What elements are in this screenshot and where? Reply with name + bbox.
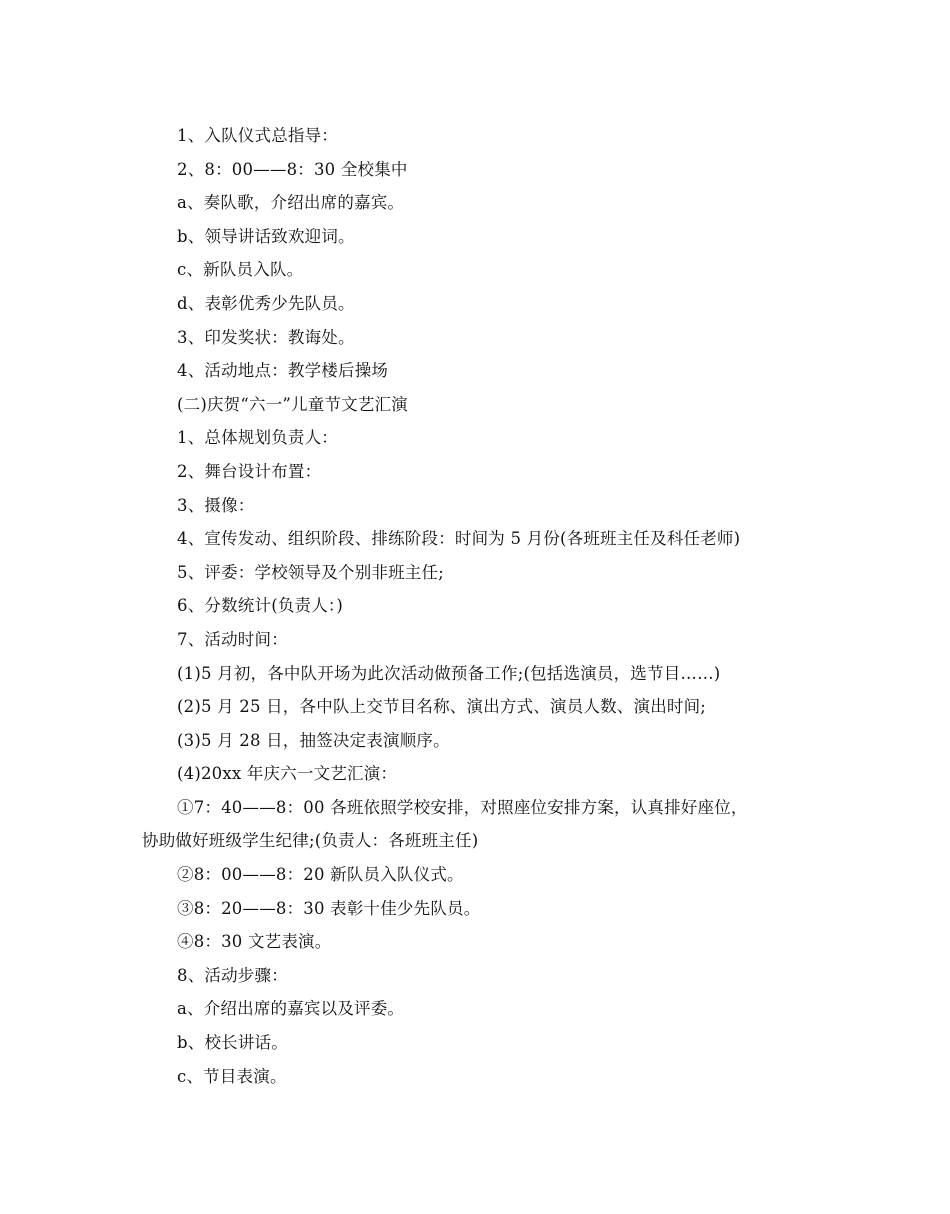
text-line: 4、活动地点：教学楼后操场 (177, 361, 389, 381)
text-line: (1)5 月初，各中队开场为此次活动做预备工作;(包括选演员，选节目……) (177, 663, 721, 683)
text-line: (2)5 月 25 日，各中队上交节目名称、演出方式、演员人数、演出时间; (177, 697, 707, 717)
text-line: 6、分数统计(负责人：) (177, 596, 344, 616)
text-line: b、校长讲话。 (177, 1033, 288, 1053)
text-line: 2、8：00——8：30 全校集中 (177, 159, 408, 179)
text-line: c、新队员入队。 (177, 260, 304, 280)
text-line: a、奏队歌，介绍出席的嘉宾。 (177, 193, 405, 213)
text-line-continuation: 协助做好班级学生纪律;(负责人：各班班主任) (142, 831, 479, 851)
text-line: c、节目表演。 (177, 1066, 287, 1086)
text-line: d、表彰优秀少先队员。 (177, 293, 355, 313)
text-line: 5、评委：学校领导及个别非班主任; (177, 562, 444, 582)
section-heading: (二)庆贺“六一”儿童节文艺汇演 (177, 394, 408, 414)
text-line: b、领导讲话致欢迎词。 (177, 226, 355, 246)
text-line: (3)5 月 28 日，抽签决定表演顺序。 (177, 730, 450, 750)
text-line: a、介绍出席的嘉宾以及评委。 (177, 999, 405, 1019)
text-line: 3、印发奖状：教诲处。 (177, 327, 355, 347)
document-body (142, 119, 810, 1093)
text-line: 2、舞台设计布置： (177, 461, 322, 481)
text-line: 1、入队仪式总指导： (177, 126, 338, 145)
text-line: 8、活动步骤： (177, 965, 288, 985)
text-line: ②8：00——8：20 新队员入队仪式。 (177, 865, 464, 885)
text-line: 1、总体规划负责人： (177, 428, 338, 448)
text-line: 7、活动时间： (177, 629, 288, 649)
text-line: ④8：30 文艺表演。 (177, 932, 332, 952)
text-line: 4、宣传发动、组织阶段、排练阶段：时间为 5 月份(各班班主任及科任老师) (177, 529, 741, 549)
text-line: (4)20xx 年庆六一文艺汇演： (177, 764, 398, 784)
text-line: ③8：20——8：30 表彰十佳少先队员。 (177, 898, 481, 918)
text-line: ①7：40——8：00 各班依照学校安排，对照座位安排方案，认真排好座位， (177, 797, 748, 817)
text-line: 3、摄像： (177, 495, 255, 515)
